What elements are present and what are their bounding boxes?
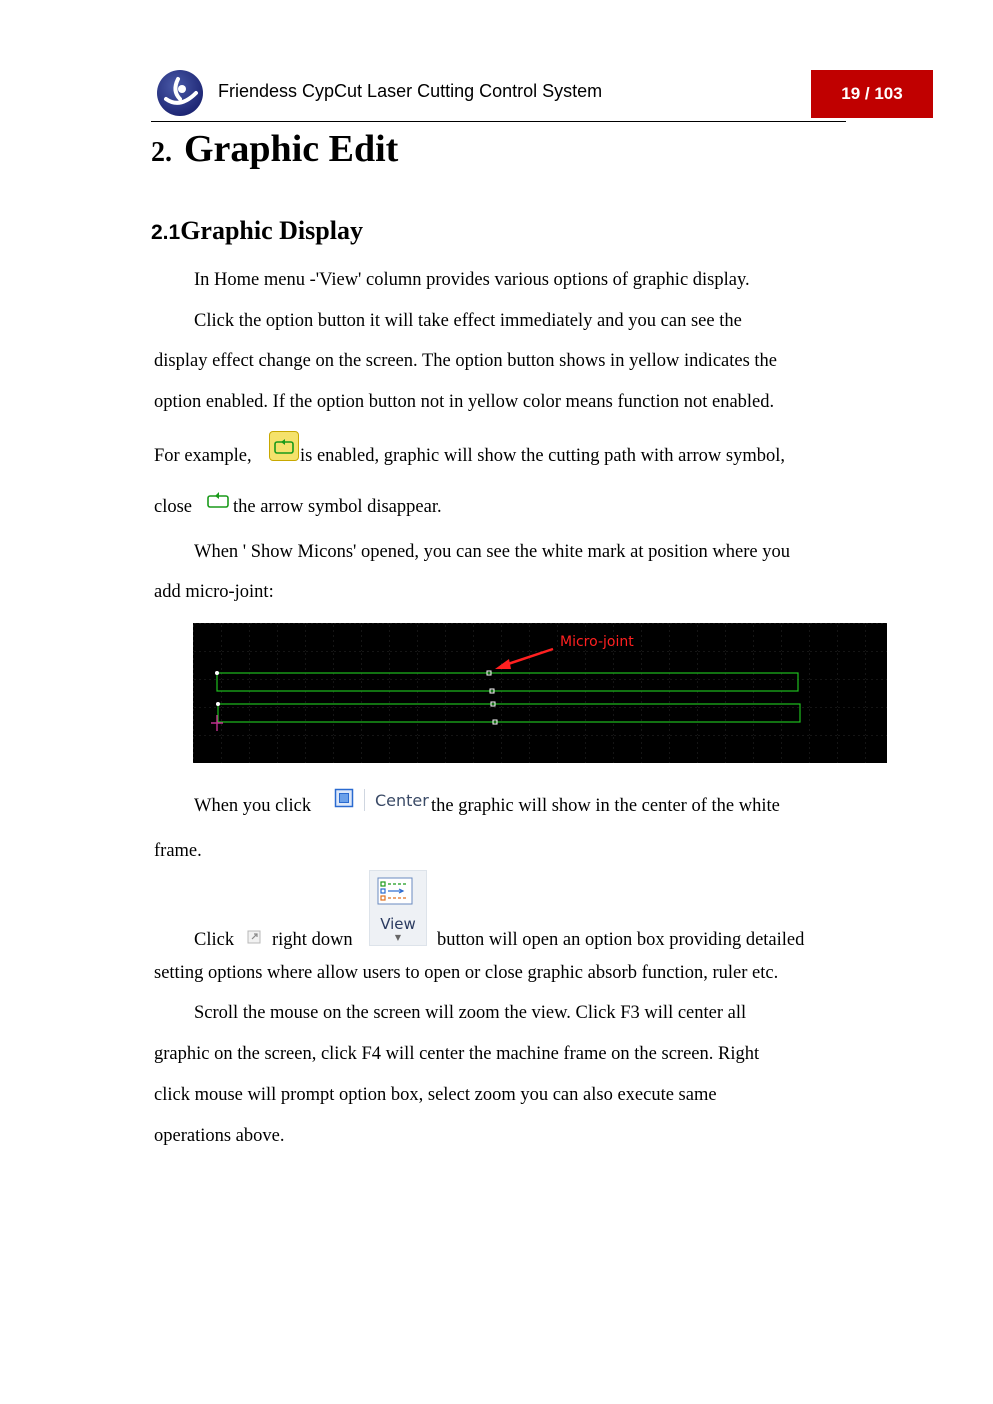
section-heading	[151, 216, 363, 246]
paragraph-line: click mouse will prompt option box, select zoom you can also execute same	[154, 1085, 717, 1105]
section-title: Graphic Display	[180, 216, 363, 245]
section-number: 2.1	[151, 221, 181, 244]
paragraph-line	[154, 444, 252, 468]
micro-joint-screenshot	[193, 623, 887, 763]
chevron-down-icon: ▼	[394, 933, 402, 942]
text-fragment: the graphic will show in the center of the white	[431, 796, 780, 816]
view-options-icon	[377, 877, 413, 909]
paragraph-line: display effect change on the screen. The option button shows in yellow indicates the	[154, 351, 778, 371]
center-icon	[334, 788, 354, 812]
chapter-heading	[151, 127, 398, 171]
view-button-label: View	[380, 915, 416, 933]
paragraph-line: Scroll the mouse on the screen will zoom the view. Click F3 will center all	[194, 1003, 747, 1023]
center-button-label: Center	[375, 790, 429, 810]
paragraph-line: graphic on the screen, click F4 will center the machine frame on the screen. Right	[154, 1044, 760, 1064]
paragraph-line: setting options where allow users to open or close graphic absorb function, ruler etc.	[154, 963, 779, 983]
chapter-number: 2.	[151, 137, 172, 168]
show-path-arrow-icon	[206, 490, 230, 515]
expand-corner-icon	[247, 930, 261, 949]
text-fragment: Click	[194, 930, 235, 950]
micro-joint-annotation: Micro-joint	[560, 634, 634, 650]
text-fragment: right down	[272, 930, 353, 950]
text-fragment: button will open an option box providing detailed	[437, 930, 805, 950]
header-divider	[151, 121, 846, 122]
paragraph-line: option enabled. If the option button not in yellow color means function not enabled.	[154, 392, 775, 412]
text-fragment: the arrow symbol disappear.	[233, 497, 442, 517]
text-fragment: close	[154, 497, 193, 517]
paragraph-line: add micro-joint:	[154, 582, 274, 602]
page-number-badge: 19 / 103	[811, 70, 933, 118]
text-fragment: is enabled, graphic will show the cutting path with arrow symbol,	[300, 446, 786, 466]
view-options-button[interactable]	[369, 870, 427, 946]
header-title: Friendess CypCut Laser Cutting Control System	[218, 81, 603, 101]
show-path-arrow-icon	[269, 431, 299, 461]
paragraph-line: operations above.	[154, 1126, 285, 1146]
friendess-logo	[156, 69, 204, 117]
paragraph-line: In Home menu -'View' column provides various options of graphic display.	[194, 270, 750, 290]
text-fragment: For example,	[154, 446, 252, 466]
show-path-arrow-disabled-button[interactable]	[206, 490, 230, 515]
show-path-arrow-enabled-button[interactable]	[269, 431, 299, 461]
text-fragment: When you click	[194, 796, 312, 816]
paragraph-line: frame.	[154, 841, 202, 861]
chapter-title: Graphic Edit	[184, 128, 399, 170]
paragraph-line: Click the option button it will take effect immediately and you can see the	[194, 311, 742, 331]
expand-corner-button[interactable]	[247, 930, 261, 949]
paragraph-line: When ' Show Micons' opened, you can see the white mark at position where you	[194, 542, 790, 562]
center-button[interactable]	[334, 788, 429, 812]
button-divider	[364, 789, 365, 811]
